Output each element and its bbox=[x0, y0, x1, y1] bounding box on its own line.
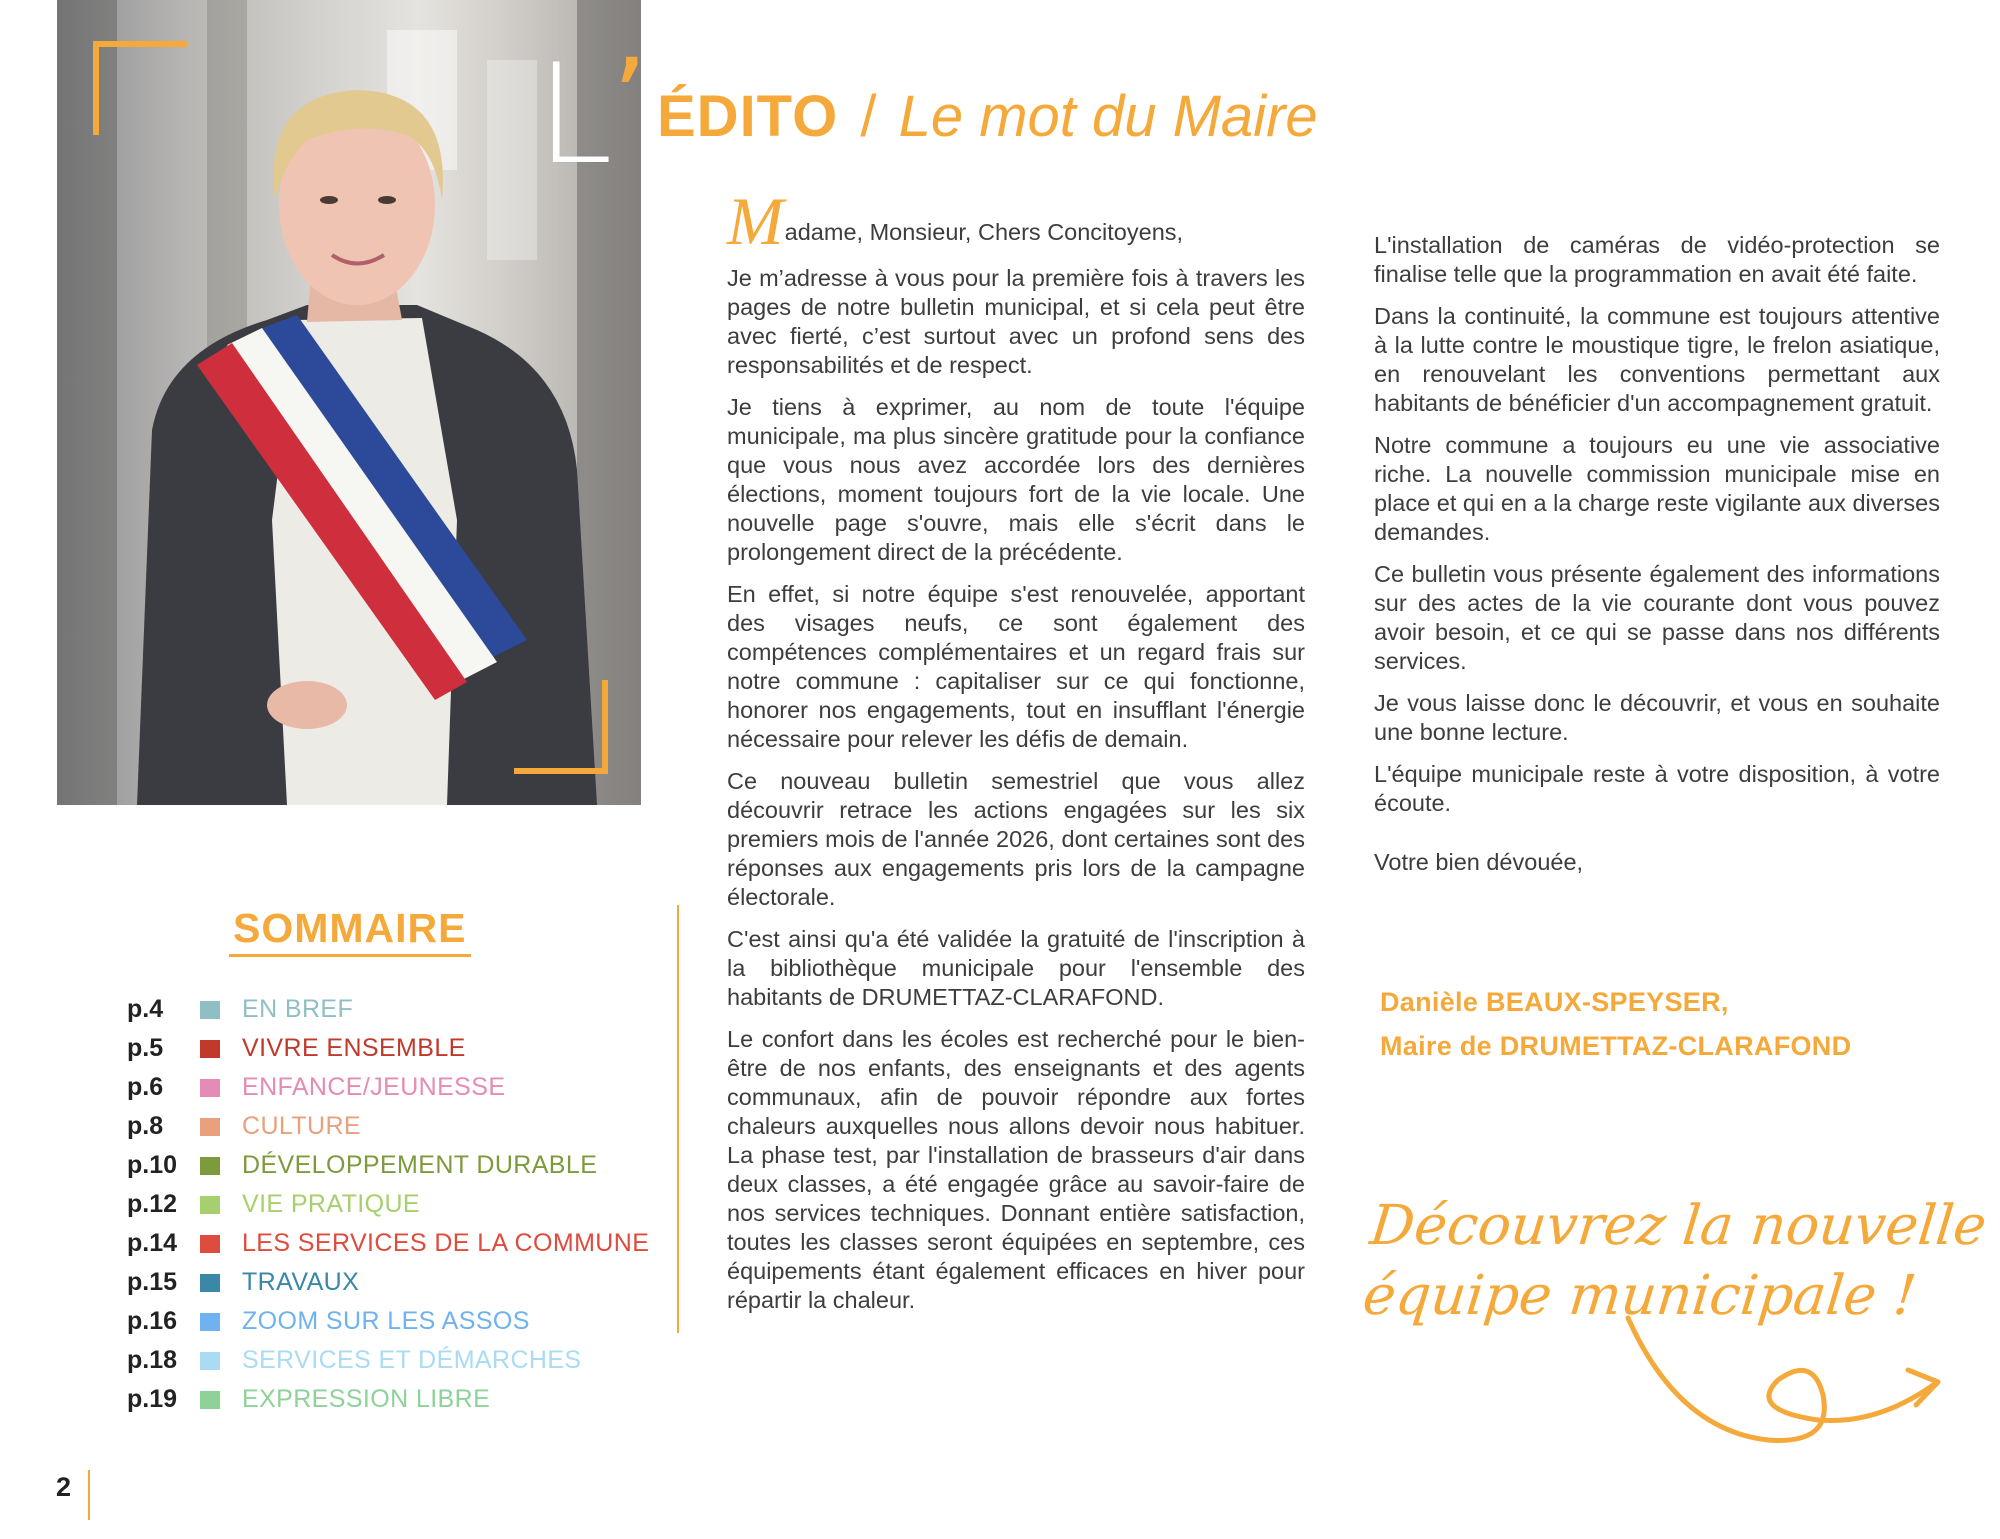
toc-page-number: p.4 bbox=[127, 995, 164, 1023]
signature-role: Maire de DRUMETTAZ-CLARAFOND bbox=[1380, 1031, 1852, 1061]
toc-section-label: TRAVAUX bbox=[242, 1268, 360, 1296]
photo-frame-corner-bottom-right bbox=[514, 680, 608, 774]
toc-page-number: p.19 bbox=[127, 1385, 178, 1413]
toc-color-swatch bbox=[200, 1079, 220, 1097]
title-separator: / bbox=[860, 84, 877, 149]
edito-column-2 bbox=[1374, 231, 1940, 890]
toc-row[interactable] bbox=[127, 1380, 667, 1419]
toc-page-number: p.14 bbox=[127, 1229, 178, 1257]
toc-color-swatch bbox=[200, 1118, 220, 1136]
toc-color-swatch bbox=[200, 1313, 220, 1331]
toc-page-number: p.5 bbox=[127, 1034, 164, 1062]
toc-section-label: DÉVELOPPEMENT DURABLE bbox=[242, 1151, 598, 1179]
edito-paragraph: Je m’adresse à vous pour la première fois à travers les pages de notre bulletin municipal, et si cela peut être avec fierté, c’est surtout avec un profond sens des responsabilités et de respect. bbox=[727, 265, 1305, 379]
signature bbox=[1380, 980, 1851, 1068]
toc-page-number: p.18 bbox=[127, 1346, 178, 1374]
edito-paragraph: L'équipe municipale reste à votre disposition, à votre écoute. bbox=[1374, 761, 1940, 816]
edito-paragraph: Je tiens à exprimer, au nom de toute l'équipe municipale, ma plus sincère gratitude pour la confiance que vous nous avez accordée lors des dernières élections, moment toujours fort de la vie locale. Une nouvelle page s'ouvre, mais elle s'écrit dans le prolongement direct de la précédente. bbox=[727, 394, 1305, 566]
toc-color-swatch bbox=[200, 1157, 220, 1175]
toc-page-number: p.8 bbox=[127, 1112, 164, 1140]
edito-paragraph: C'est ainsi qu'a été validée la gratuité de l'inscription à la bibliothèque municipale pour l'ensemble des habitants de DRUMETTAZ-CLARAFOND. bbox=[727, 926, 1305, 1011]
callout-line-1: Découvrez la nouvelle bbox=[1367, 1193, 1990, 1257]
page-title bbox=[657, 84, 1318, 149]
toc-section-label: ZOOM SUR LES ASSOS bbox=[242, 1307, 530, 1335]
edito-paragraph: L'installation de caméras de vidéo-protection se finalise telle que la programmation en avait été faite. bbox=[1374, 232, 1940, 287]
toc-page-number: p.6 bbox=[127, 1073, 164, 1101]
toc-section-label: VIE PRATIQUE bbox=[242, 1190, 420, 1218]
sommaire-title: SOMMAIRE bbox=[229, 905, 471, 957]
toc-color-swatch bbox=[200, 1391, 220, 1409]
edito-paragraph: Ce bulletin vous présente également des informations sur des actes de la vie courante dont vous pouvez avoir besoin, et ce qui se passe dans nos différents services. bbox=[1374, 561, 1940, 674]
edito-greeting bbox=[727, 183, 1305, 259]
curly-arrow-icon bbox=[1618, 1310, 1948, 1460]
toc-section-label: VIVRE ENSEMBLE bbox=[242, 1034, 466, 1062]
dropcap: M bbox=[727, 183, 784, 259]
toc-row[interactable] bbox=[127, 1185, 667, 1224]
title-main: ÉDITO bbox=[657, 84, 839, 149]
callout-line-2: équipe municipale ! bbox=[1359, 1263, 1920, 1327]
edito-paragraph: Ce nouveau bulletin semestriel que vous allez découvrir retrace les actions engagées sur les six premiers mois de l'année 2026, dont certaines sont des réponses aux engagements pris lors de la campagne électorale. bbox=[727, 768, 1305, 911]
toc-color-swatch bbox=[200, 1274, 220, 1292]
edito-paragraph: Je vous laisse donc le découvrir, et vous en souhaite une bonne lecture. bbox=[1374, 690, 1940, 745]
edito-signoff: Votre bien dévouée, bbox=[1374, 849, 1584, 875]
toc-section-label: LES SERVICES DE LA COMMUNE bbox=[242, 1229, 650, 1257]
toc-section-label: ENFANCE/JEUNESSE bbox=[242, 1073, 506, 1101]
toc-color-swatch bbox=[200, 1352, 220, 1370]
edito-paragraph: En effet, si notre équipe s'est renouvelée, apportant des visages neufs, ce sont également des compétences complémentaires et un regard frais sur notre commune : capitaliser sur ce qui fonctionne, honorer nos engagements, tout en insufflant l'énergie nécessaire pour relever les défis de demain. bbox=[727, 581, 1305, 753]
sommaire-divider bbox=[677, 905, 679, 1333]
footer-divider bbox=[88, 1470, 90, 1520]
toc-color-swatch bbox=[200, 1235, 220, 1253]
toc-row[interactable] bbox=[127, 990, 667, 1029]
toc-row[interactable] bbox=[127, 1107, 667, 1146]
table-of-contents bbox=[127, 990, 667, 1419]
toc-row[interactable] bbox=[127, 1224, 667, 1263]
greeting-text: adame, Monsieur, Chers Concitoyens, bbox=[784, 219, 1184, 245]
toc-section-label: EN BREF bbox=[242, 995, 354, 1023]
edito-paragraph: Le confort dans les écoles est recherché pour le bien-être de nos enfants, des enseignants et des agents communaux, afin de pouvoir répondre aux fortes chaleurs auxquelles nous allons devoir nous habituer. La phase test, par l'installation de brasseurs d'air dans deux classes, a été engagée grâce au savoir-faire de nos services techniques. Donnant entière satisfaction, toutes les classes seront équipées en septembre, ces équipements étant également efficaces en hiver pour répartir la chaleur. bbox=[727, 1026, 1305, 1314]
toc-section-label: SERVICES ET DÉMARCHES bbox=[242, 1346, 582, 1374]
toc-color-swatch bbox=[200, 1001, 220, 1019]
toc-color-swatch bbox=[200, 1196, 220, 1214]
toc-row[interactable] bbox=[127, 1263, 667, 1302]
toc-section-label: CULTURE bbox=[242, 1112, 362, 1140]
edito-column-1 bbox=[727, 183, 1305, 1328]
edito-paragraph: Dans la continuité, la commune est toujours attentive à la lutte contre le moustique tigre, le frelon asiatique, en renouvelant les conventions permettant aux habitants de bénéficier d'un accompagnement gratuit. bbox=[1374, 303, 1940, 416]
page-number: 2 bbox=[56, 1472, 72, 1502]
toc-page-number: p.15 bbox=[127, 1268, 178, 1296]
toc-row[interactable] bbox=[127, 1146, 667, 1185]
toc-row[interactable] bbox=[127, 1302, 667, 1341]
toc-page-number: p.12 bbox=[127, 1190, 178, 1218]
title-subtitle: Le mot du Maire bbox=[898, 84, 1318, 149]
toc-row[interactable] bbox=[127, 1068, 667, 1107]
title-apostrophe: ’ bbox=[612, 35, 647, 163]
callout-text[interactable] bbox=[1360, 1190, 1990, 1330]
photo-frame-corner-top-left bbox=[93, 41, 187, 135]
toc-row[interactable] bbox=[127, 1341, 667, 1380]
toc-color-swatch bbox=[200, 1040, 220, 1058]
edito-paragraph: Notre commune a toujours eu une vie associative riche. La nouvelle commission municipale mise en place et qui en a la charge reste vigilante aux diverses demandes. bbox=[1374, 432, 1940, 545]
toc-row[interactable] bbox=[127, 1029, 667, 1068]
toc-page-number: p.16 bbox=[127, 1307, 178, 1335]
toc-page-number: p.10 bbox=[127, 1151, 178, 1179]
toc-section-label: EXPRESSION LIBRE bbox=[242, 1385, 491, 1413]
title-big-letter: L bbox=[536, 34, 613, 195]
signature-name: Danièle BEAUX-SPEYSER, bbox=[1380, 987, 1729, 1017]
